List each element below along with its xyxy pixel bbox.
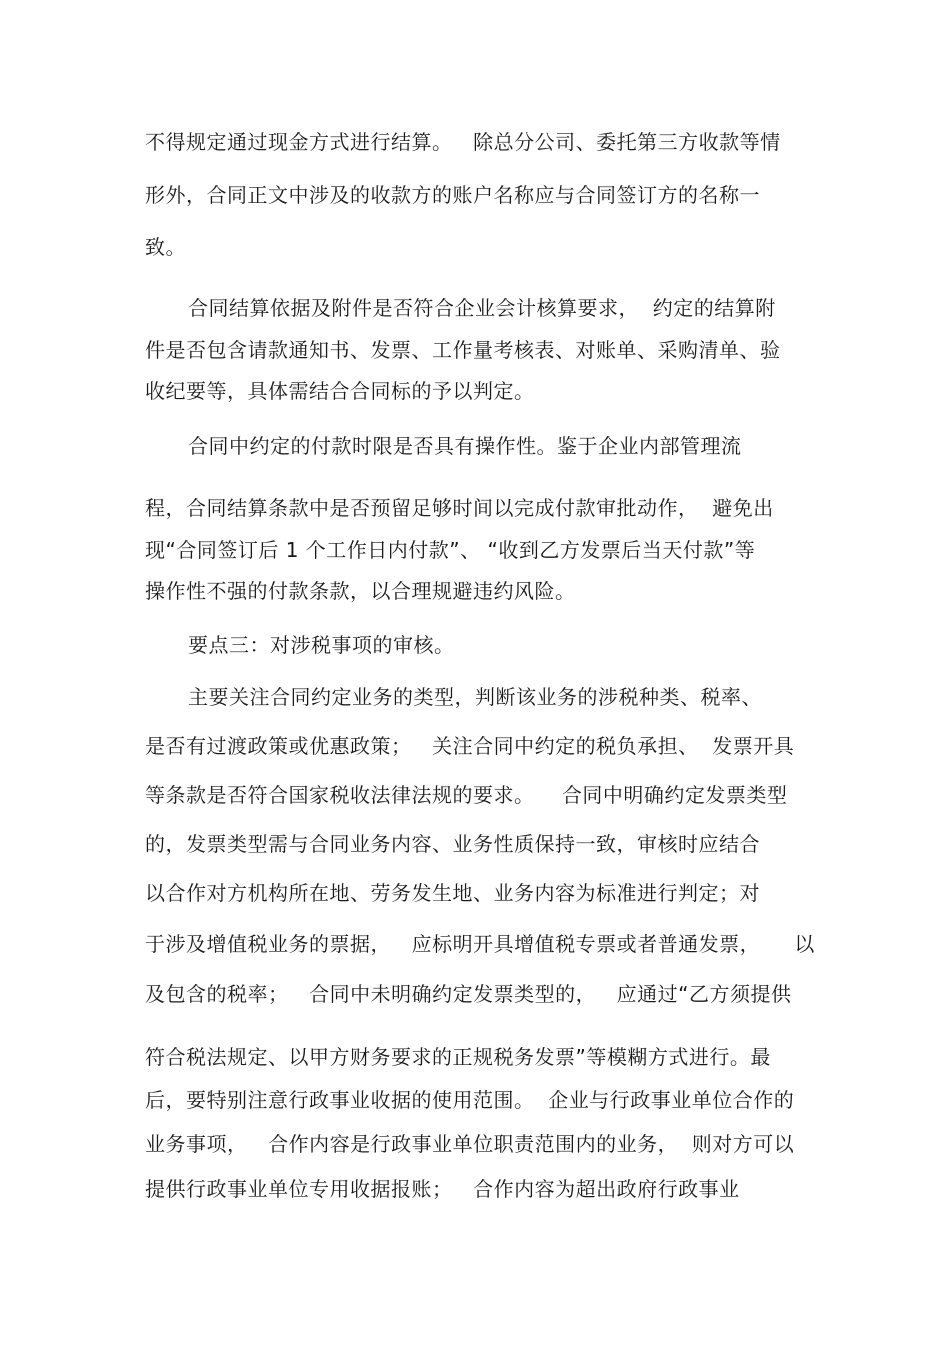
text-line-19: 符合税法规定、以甲方财务要求的正规税务发票”等模糊方式进行。最 — [145, 1045, 771, 1069]
text-line-16: 以合作对方机构所在地、劳务发生地、业务内容为标准进行判定；对 — [145, 881, 760, 905]
text-line-20: 后，要特别注意行政事业收据的使用范围。 企业与行政事业单位合作的 — [145, 1088, 795, 1112]
text-line-10: 操作性不强的付款条款，以合理规避违约风险。 — [145, 579, 576, 603]
text-line-21: 业务事项， 合作内容是行政事业单位职责范围内的业务， 则对方可以 — [145, 1132, 795, 1156]
text-line-7: 合同中约定的付款时限是否具有操作性。鉴于企业内部管理流 — [188, 434, 742, 458]
text-line-17: 于涉及增值税业务的票据， 应标明开具增值税专票或者普通发票， 以 — [145, 932, 815, 956]
text-line-22: 提供行政事业单位专用收据报账； 合作内容为超出政府行政事业 — [145, 1177, 740, 1201]
text-line-5: 件是否包含请款通知书、发票、工作量考核表、对账单、采购清单、验 — [145, 338, 781, 362]
text-line-14: 等条款是否符合国家税收法律法规的要求。 合同中明确约定发票类型 — [145, 783, 788, 807]
text-line-18: 及包含的税率； 合同中未明确约定发票类型的， 应通过“乙方须提供 — [145, 982, 792, 1006]
text-line-9: 现“合同签订后 1 个工作日内付款”、 “收到乙方发票后当天付款”等 — [145, 538, 756, 562]
text-line-3: 致。 — [145, 235, 186, 259]
text-line-6: 收纪要等，具体需结合合同标的予以判定。 — [145, 379, 535, 403]
text-line-15: 的，发票类型需与合同业务内容、业务性质保持一致，审核时应结合 — [145, 832, 760, 856]
text-line-2: 形外，合同正文中涉及的收款方的账户名称应与合同签订方的名称一 — [145, 183, 760, 207]
text-line-11: 要点三：对涉税事项的审核。 — [188, 633, 455, 657]
text-line-8: 程，合同结算条款中是否预留足够时间以完成付款审批动作， 避免出 — [145, 496, 774, 520]
text-line-4: 合同结算依据及附件是否符合企业会计核算要求， 约定的结算附 — [188, 296, 776, 320]
text-line-1: 不得规定通过现金方式进行结算。 除总分公司、委托第三方收款等情 — [145, 130, 781, 154]
text-line-13: 是否有过渡政策或优惠政策； 关注合同中约定的税负承担、 发票开具 — [145, 734, 795, 758]
text-line-12: 主要关注合同约定业务的类型，判断该业务的涉税种类、税率、 — [188, 685, 762, 709]
